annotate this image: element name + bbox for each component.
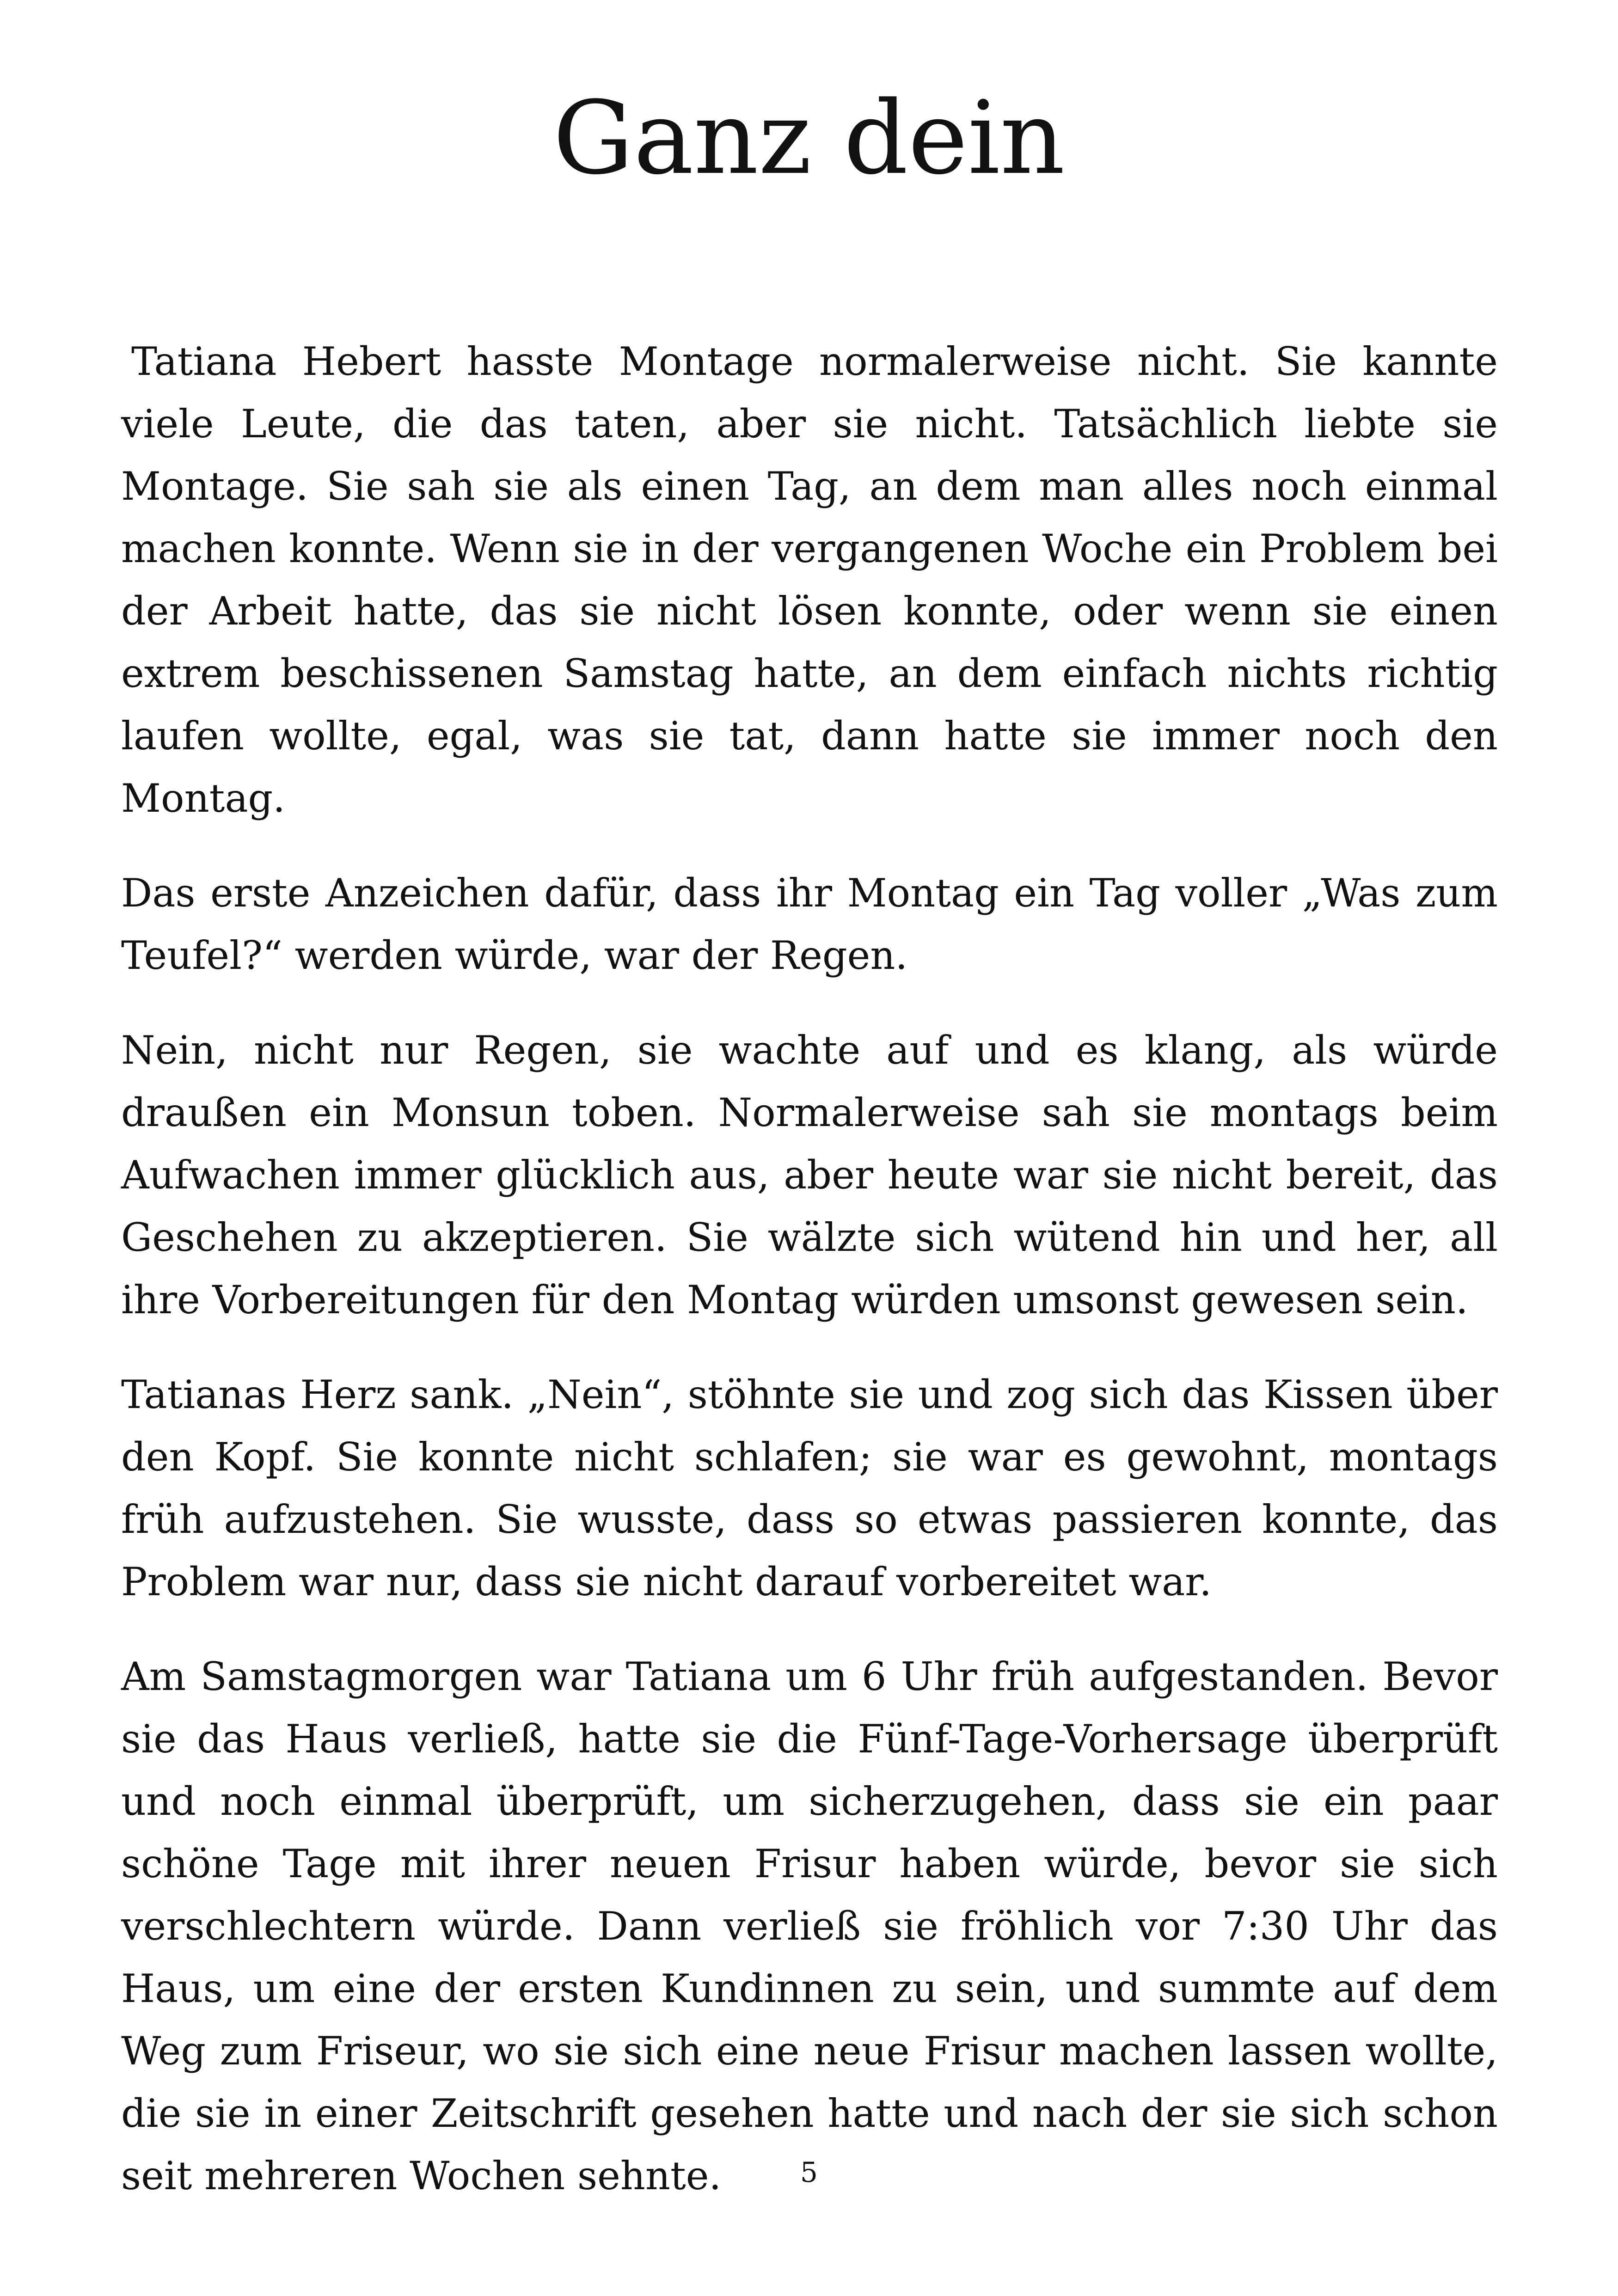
paragraph-1: Tatiana Hebert hasste Montage normalerweise nicht. Sie kannte viele Leute, die das taten, aber sie nicht. Tatsächlich liebte sie Montage. Sie sah sie als einen Tag, an dem man alles noch einmal machen konnte. Wenn sie in der vergangenen Woche ein Problem bei der Arbeit hatte, das sie nicht lösen konnte, oder wenn sie einen extrem beschissenen Samstag hatte, an dem einfach nichts richtig laufen wollte, egal, was sie tat, dann hatte sie immer noch den Montag. <box>121 339 1498 821</box>
paragraph-4: Tatianas Herz sank. „Nein“, stöhnte sie und zog sich das Kissen über den Kopf. Sie konnte nicht schlafen; sie war es gewohnt, montags früh aufzustehen. Sie wusste, dass so etwas passieren konnte, das Problem war nur, dass sie nicht darauf vorbereitet war. <box>121 1372 1498 1604</box>
paragraph-3: Nein, nicht nur Regen, sie wachte auf und es klang, als würde draußen ein Monsun toben. Normalerweise sah sie montags beim Aufwachen immer glücklich aus, aber heute war sie nicht bereit, das Geschehen zu akzeptieren. Sie wälzte sich wütend hin und her, all ihre Vorbereitungen für den Montag würden umsonst gewesen sein. <box>121 1028 1498 1322</box>
page-number: 5 <box>800 2156 818 2189</box>
paragraph-2: Das erste Anzeichen dafür, dass ihr Montag ein Tag voller „Was zum Teufel?“ werden würde, war der Regen. <box>121 870 1498 978</box>
paragraph-5: Am Samstagmorgen war Tatiana um 6 Uhr früh aufgestanden. Bevor sie das Haus verließ, hatte sie die Fünf-Tage-Vorhersage überprüft und noch einmal überprüft, um sicherzugehen, dass sie ein paar schöne Tage mit ihrer neuen Frisur haben würde, bevor sie sich verschlechtern würde. Dann verließ sie fröhlich vor 7:30 Uhr das Haus, um eine der ersten Kundinnen zu sein, und summte auf dem Weg zum Friseur, wo sie sich eine neue Frisur machen lassen wollte, die sie in einer Zeitschrift gesehen hatte und nach der sie sich schon seit mehreren Wochen sehnte. <box>121 1654 1498 2198</box>
chapter-title: Ganz dein <box>553 80 1065 197</box>
chapter-body <box>121 331 1498 2240</box>
